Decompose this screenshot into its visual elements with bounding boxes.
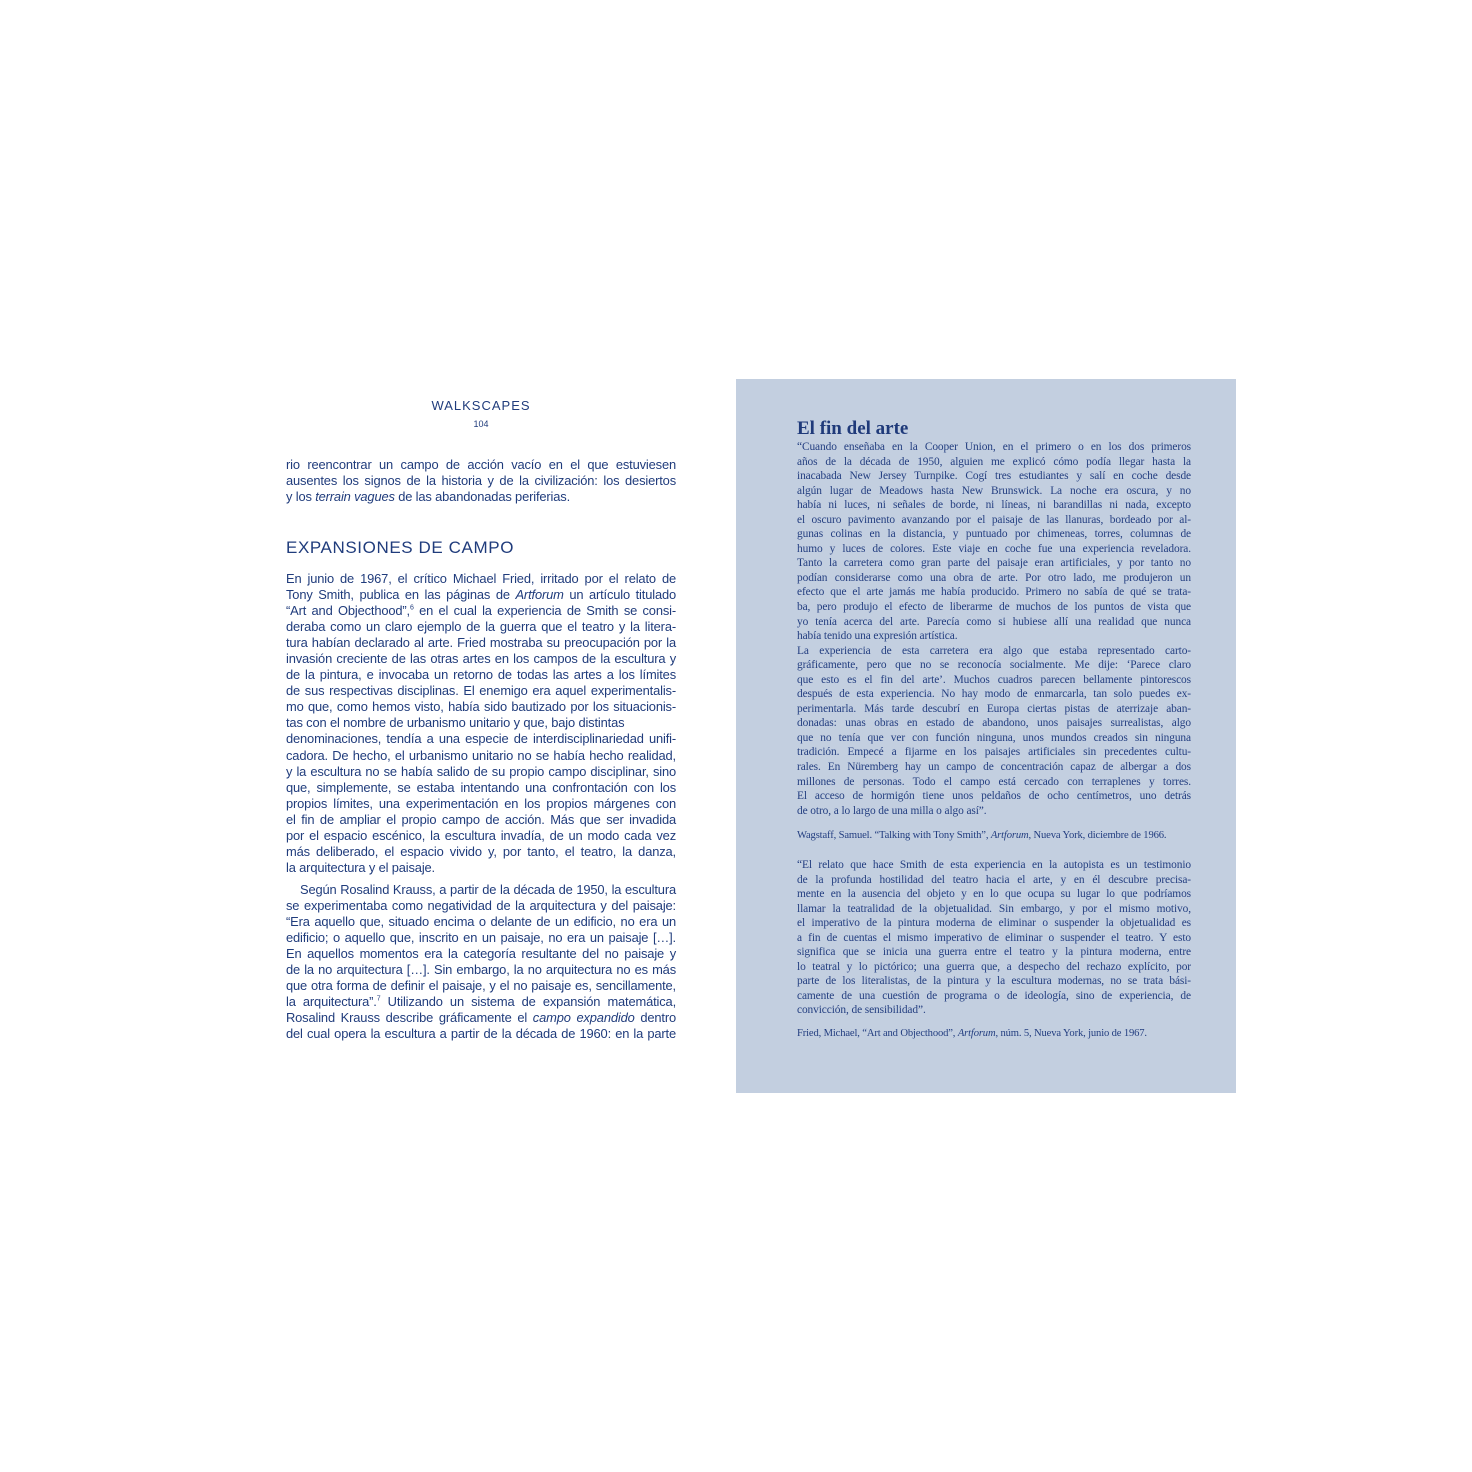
p1-line: mo que, como hemos visto, había sido bautizado por los situacionis-	[286, 699, 676, 715]
p1-line: la arquitectura y el paisaje.	[286, 859, 435, 875]
p2-line: “Era aquello que, situado encima o delante de un edificio, no era un	[286, 914, 676, 930]
quote-line: El acceso de hormigón tiene unos peldaños de ocho centímetros, uno detrás	[797, 790, 1191, 803]
quote-line: que no tenía que ver con función ninguna, unos mundos creados sin ninguna	[797, 731, 1191, 744]
quote-line: de la profunda hostilidad del teatro hacia el arte, y en él descubre precisa-	[797, 873, 1191, 886]
quote-line: “El relato que hace Smith de esta experiencia en la autopista es un testimonio	[797, 859, 1191, 871]
p1-line-2: Tony Smith, publica en las páginas de Artforum un artículo titulado	[286, 587, 676, 603]
paragraph-2	[286, 882, 676, 1042]
p1-line: por el espacio escénico, la escultura invadía, de un modo cada vez	[286, 827, 676, 843]
quote-line: humo y luces de colores. Este viaje en coche fue una experiencia reveladora.	[797, 542, 1191, 555]
quote-line: millones de personas. Todo el campo está cercado con terraplenes y torres.	[797, 775, 1191, 788]
quote-line: años de la década de 1950, alguien me explicó cómo podía llegar hasta la	[797, 455, 1191, 468]
intro-line-3: y los terrain vagues de las abandonadas periferias.	[286, 489, 571, 505]
sidebar-citation-1: Wagstaff, Samuel. “Talking with Tony Smith”, Artforum, Nueva York, diciembre de 1966.	[797, 830, 1167, 841]
p2-line: edificio; o aquello que, inscrito en un paisaje, no era un paisaje […].	[286, 930, 676, 946]
quote-line: parte de los literalistas, de la pintura y la escultura modernas, no se trata bási-	[797, 975, 1191, 988]
quote-line: gráficamente, pero que no se reconocía socialmente. Me dije: ‘Parece claro	[797, 659, 1191, 672]
p1-line: el fin de ampliar el propio campo de acción. Más que ser invadida	[286, 811, 676, 827]
quote-line: llamar la teatralidad de la objetualidad. Sin embargo, y por el mismo motivo,	[797, 902, 1191, 915]
intro-line-2: ausentes los signos de la historia y de la civilización: los desiertos	[286, 473, 676, 489]
sidebar-title: El fin del arte	[797, 418, 909, 439]
p2-line: En aquellos momentos era la categoría resultante del no paisaje y	[286, 946, 676, 962]
quote-line: inacabada New Jersey Turnpike. Cogí tres estudiantes y salí en coche desde	[797, 470, 1191, 483]
p2-line: Según Rosalind Krauss, a partir de la década de 1950, la escultura	[300, 882, 676, 897]
p1-line: tura habían declarado al arte. Fried mostraba su preocupación por la	[286, 635, 676, 651]
p2-line-10: del cual opera la escultura a partir de la década de 1960: en la parte	[286, 1026, 676, 1042]
quote-line: donadas: unas obras en estado de abandono, unos paisajes surrealistas, algo	[797, 717, 1191, 730]
p1-line: y la escultura no se había salido de su propio campo disciplinar, sino	[286, 763, 676, 779]
intro-paragraph	[286, 457, 676, 505]
p1-line-1: En junio de 1967, el crítico Michael Fried, irritado por el relato de	[286, 571, 676, 586]
sidebar-citation-2: Fried, Michael, “Art and Objecthood”, Artforum, núm. 5, Nueva York, junio de 1967.	[797, 1028, 1147, 1039]
quote-line: algún lugar de Meadows hasta New Brunswick. La noche era oscura, y no	[797, 484, 1191, 497]
quote-line: Tanto la carretera como gran parte del paisaje eran artificiales, y por tanto no	[797, 557, 1191, 570]
page-number: 104	[473, 419, 489, 429]
p1-line: denominaciones, tendía a una especie de interdisciplinariedad unifi-	[286, 731, 676, 747]
quote-line: convicción, de sensibilidad”.	[797, 1004, 926, 1017]
p2-line: se experimentaba como negatividad de la arquitectura y del paisaje:	[286, 898, 676, 914]
quote-line: a fin de cuentas el mismo imperativo de eliminar o suspender el teatro. Y esto	[797, 931, 1191, 944]
quote-line: de otro, a lo largo de una milla o algo así”.	[797, 804, 987, 817]
section-heading: EXPANSIONES DE CAMPO	[286, 538, 515, 557]
quote-line: después de esta experiencia. No hay modo de enmarcarla, tan solo puedes ex-	[797, 688, 1191, 701]
quote-line: el oscuro pavimento avanzando por el paisaje de las llanuras, bordeado por al-	[797, 513, 1191, 526]
p1-line: cadora. De hecho, el urbanismo unitario no se había hecho realidad,	[286, 747, 676, 763]
p1-line-3: “Art and Objecthood”,$^6$ en el cual la experiencia de Smith se consi-	[286, 603, 676, 619]
quote-line: podían considerarse como una obra de arte. Por otro lado, me produjeron un	[797, 571, 1191, 584]
running-head: WALKSCAPES	[431, 398, 531, 413]
p1-line: más deliberado, el espacio vivido y, por tanto, el teatro, la danza,	[286, 843, 676, 859]
p1-line: invasión creciente de las otras artes en los campos de la escultura y	[286, 651, 676, 667]
quote-line: “Cuando enseñaba en la Cooper Union, en el primero o en los dos primeros	[797, 441, 1191, 453]
intro-line-1: rio reencontrar un campo de acción vacío en el que estuviesen	[286, 457, 676, 472]
quote-line: gunas colinas en la distancia, y puntuado por chimeneas, torres, columnas de	[797, 528, 1191, 541]
p1-line: deraba como un claro ejemplo de la guerra que el teatro y la litera-	[286, 619, 676, 635]
p1-line: que, simplemente, se estaba intentando una confrontación con los	[286, 779, 676, 795]
paragraph-1	[286, 571, 676, 876]
p2-line: de la no arquitectura […]. Sin embargo, la no arquitectura no es más	[286, 962, 676, 978]
quote-line: había tenido una expresión artística.	[797, 630, 958, 643]
quote-line: camente de una cuestión de programa o de ideología, sino de experiencia, de	[797, 989, 1191, 1002]
p1-line: de la pintura, e invocaba un retorno de todas las artes a los límites	[286, 667, 676, 683]
sidebar-quote-1	[797, 440, 1191, 818]
p1-line: propios límites, una experimentación en los propios márgenes con	[286, 795, 676, 811]
quote-line: yo tenía acerca del arte. Parecía como si hubiese allí una realidad que nunca	[797, 615, 1191, 628]
quote-line: rales. En Nüremberg hay un campo de concentración capaz de albergar a dos	[797, 761, 1191, 774]
p1-line: de sus respectivas disciplinas. El enemigo era aquel experimentalis-	[286, 683, 676, 699]
quote-line: efecto que el arte jamás me había producido. Primero no sabía de qué se trata-	[797, 586, 1191, 599]
p1-line: tas con el nombre de urbanismo unitario y que, bajo distintas	[286, 715, 625, 731]
quote-line: La experiencia de esta carretera era algo que estaba representado carto-	[797, 644, 1191, 657]
sidebar-quote-2	[797, 858, 1191, 1018]
quote-line: ba, pero produjo el efecto de liberarme de muchos de los puntos de vista que	[797, 601, 1191, 614]
p2-line-9: Rosalind Krauss describe gráficamente el campo expandido dentro	[286, 1010, 676, 1026]
quote-line: el imperativo de la pintura moderna de eliminar o suspender la objetualidad es	[797, 917, 1191, 930]
quote-line: significa que se inicia una guerra entre el teatro y la pintura moderna, entre	[797, 946, 1191, 959]
p2-line-8: la arquitectura”.$^7$ Utilizando un sistema de expansión matemática,	[286, 994, 677, 1010]
quote-line: perimentarla. Más tarde descubrí en Europa ciertas pistas de aterrizaje aban-	[797, 702, 1191, 715]
quote-line: había ni luces, ni señales de borde, ni líneas, ni barandillas ni nada, excepto	[797, 499, 1191, 512]
quote-line: lo teatral y lo pictórico; una guerra que, a despecho del rechazo explícito, por	[797, 960, 1191, 973]
quote-line: tradición. Empecé a fijarme en los paisajes artificiales sin precedentes cultu-	[797, 746, 1191, 759]
quote-line: que esto es el fin del arte’. Muchos cuadros parecen bellamente pintorescos	[797, 673, 1191, 686]
p2-line: que otra forma de definir el paisaje, y el no paisaje es, sencillamente,	[286, 978, 676, 994]
quote-line: mente en la ausencia del objeto y en lo que ocupa su lugar lo que podríamos	[797, 888, 1191, 901]
